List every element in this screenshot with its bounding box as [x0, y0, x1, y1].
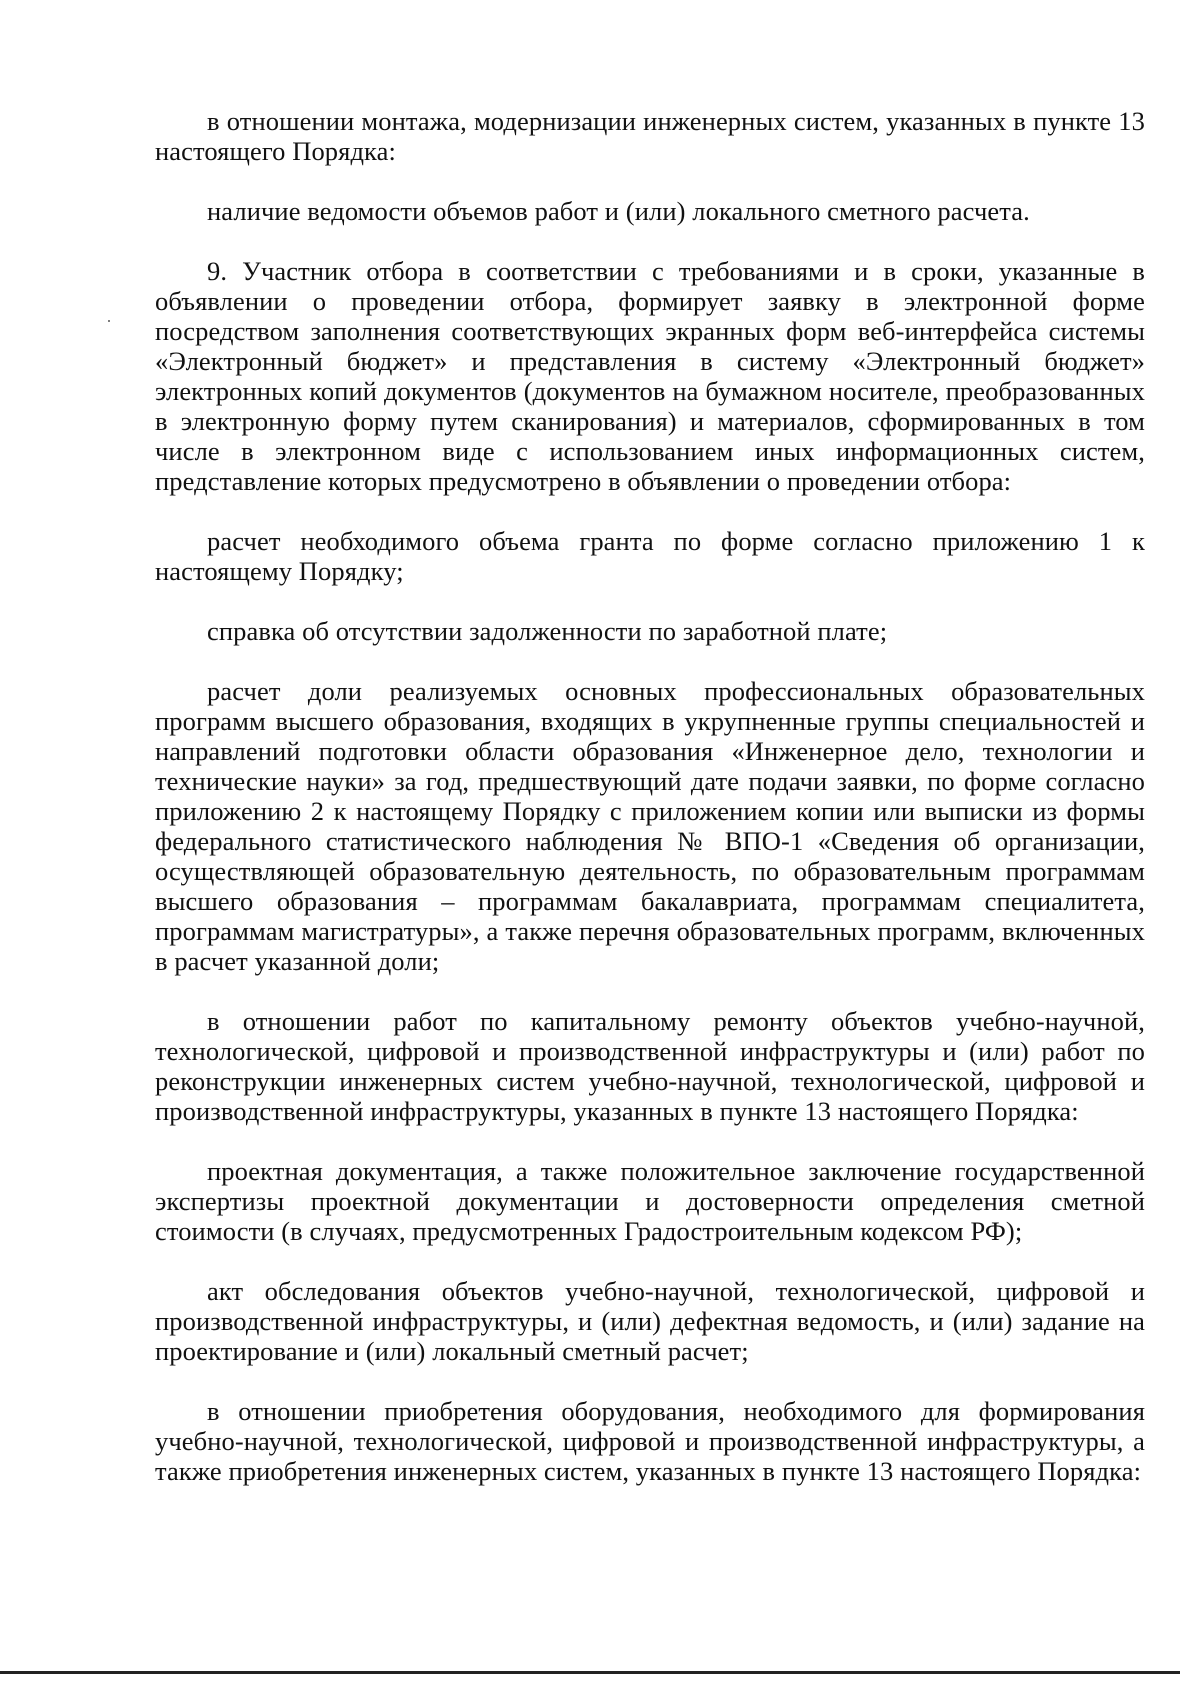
paragraph-project-documentation: проектная документация, а также положительное заключение государственной экспертизы проектной документации и достоверности определения сметной стоимости (в случаях, предусмотренных Градостроительным кодексом РФ);: [155, 1156, 1145, 1246]
paragraph-inspection-act: акт обследования объектов учебно-научной, технологической, цифровой и производственной инфраструктуры, и (или) дефектная ведомость, и (или) задание на проектирование и (или) локальный сметный расчет;: [155, 1276, 1145, 1366]
paragraph-programs-share-calculation: расчет доли реализуемых основных профессиональных образовательных программ высшего образования, входящих в укрупненные группы специальностей и направлений подготовки области образования «Инженерное дело, технологии и технические науки» за год, предшествующий дате подачи заявки, по форме согласно приложению 2 к настоящему Порядку с приложением копии или выписки из формы федерального статистического наблюдения № ВПО-1 «Сведения об организации, осуществляющей образовательную деятельность, по образовательным программам высшего образования – программам бакалавриата, программам специалитета, программам магистратуры», а также перечня образовательных программ, включенных в расчет указанной доли;: [155, 676, 1145, 976]
scan-speck: [108, 320, 110, 322]
document-body: [155, 106, 1145, 1516]
paragraph-item-9-application: 9. Участник отбора в соответствии с требованиями и в сроки, указанные в объявлении о проведении отбора, формирует заявку в электронной форме посредством заполнения соответствующих экранных форм веб-интерфейса системы «Электронный бюджет» и представления в систему «Электронный бюджет» электронных копий документов (документов на бумажном носителе, преобразованных в электронную форму путем сканирования) и материалов, сформированных в том числе в электронном виде с использованием иных информационных систем, представление которых предусмотрено в объявлении о проведении отбора:: [155, 256, 1145, 496]
paragraph-equipment-purchase: в отношении приобретения оборудования, необходимого для формирования учебно-научной, технологической, цифровой и производственной инфраструктуры, а также приобретения инженерных систем, указанных в пункте 13 настоящего Порядка:: [155, 1396, 1145, 1486]
paragraph-capital-repair-works: в отношении работ по капитальному ремонту объектов учебно-научной, технологической, цифровой и производственной инфраструктуры и (или) работ по реконструкции инженерных систем учебно-научной, технологической, цифровой и производственной инфраструктуры, указанных в пункте 13 настоящего Порядка:: [155, 1006, 1145, 1126]
paragraph-grant-calculation: расчет необходимого объема гранта по форме согласно приложению 1 к настоящему Порядку;: [155, 526, 1145, 586]
paragraph-work-volume-statement: наличие ведомости объемов работ и (или) локального сметного расчета.: [207, 196, 1030, 226]
page-bottom-rule: [0, 1671, 1180, 1674]
paragraph-salary-debt-certificate: справка об отсутствии задолженности по заработной плате;: [207, 616, 888, 646]
paragraph-engineering-systems-intro: в отношении монтажа, модернизации инженерных систем, указанных в пункте 13 настоящего Порядка:: [155, 106, 1145, 166]
